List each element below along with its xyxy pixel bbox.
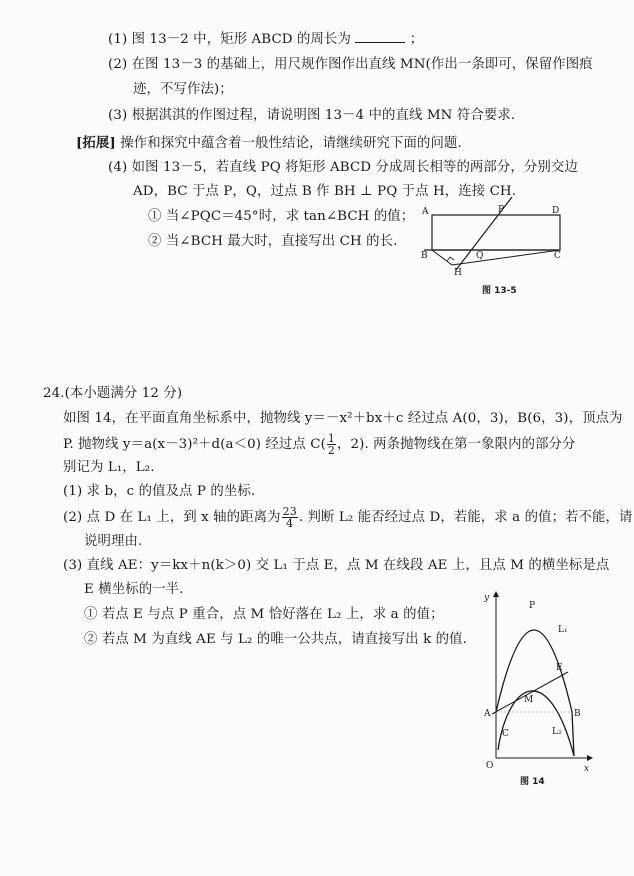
q23-part4-line1: (4) 如图 13－5，若直线 PQ 将矩形 ABCD 分成周长相等的两部分，分别交边 — [108, 160, 578, 175]
label-q: Q — [476, 251, 484, 261]
q24-sub1: ① 若点 E 与点 P 重合，点 M 恰好落在 L₂ 上，求 a 的值； — [84, 607, 444, 622]
q24-part2-line2: 说明理由. — [84, 534, 143, 549]
fraction-denominator: 2 — [327, 444, 336, 457]
extension-text: 操作和探究中蕴含着一般性结论，请继续研究下面的问题. — [120, 136, 462, 151]
q23-sub2: ② 当∠BCH 最大时，直接写出 CH 的长. — [148, 234, 398, 249]
fraction-numerator: 23 — [282, 505, 297, 518]
q23-extension — [76, 133, 462, 154]
extension-tag: [拓展] — [76, 135, 116, 151]
fraction-denominator: 4 — [286, 517, 294, 530]
label-b: B — [421, 251, 428, 261]
segment-bh — [432, 250, 452, 265]
q23-part4-line2: AD，BC 于点 P，Q，过点 B 作 BH ⊥ PQ 于点 H，连接 CH. — [133, 184, 517, 199]
q23-part1-text: (1) 图 13－2 中，矩形 ABCD 的周长为 — [108, 32, 351, 47]
parabola-l2 — [498, 691, 574, 756]
label-o: O — [486, 761, 494, 771]
q23-part2-line2: 迹，不写作法)； — [133, 82, 233, 97]
figure-14 — [478, 588, 598, 778]
fraction-one-half — [327, 433, 336, 456]
q24-intro-line1: 如图 14，在平面直角坐标系中，抛物线 y＝－x²＋bx＋c 经过点 A(0，3)，B(6，3)，顶点为 — [63, 411, 623, 426]
q24-header: 24.(本小题满分 12 分) — [43, 386, 183, 401]
q24-part3-line1: (3) 直线 AE：y＝kx＋n(k＞0) 交 L₁ 于点 E，点 M 在线段 AE 上，且点 M 的横坐标是点 — [63, 558, 610, 573]
q24-sub2: ② 若点 M 为直线 AE 与 L₂ 的唯一公共点，请直接写出 k 的值. — [84, 632, 467, 647]
fraction-23-4 — [282, 506, 298, 529]
q24-part3-line2: E 横坐标的一半. — [84, 582, 184, 597]
label-c: C — [502, 729, 509, 739]
segment-ch — [452, 250, 560, 265]
label-a: A — [484, 709, 491, 719]
q24-part2-a: (2) 点 D 在 L₁ 上，到 x 轴的距离为 — [63, 510, 281, 525]
label-c: C — [554, 251, 561, 261]
rectangle-abcd — [432, 215, 560, 250]
fraction-numerator: 1 — [327, 432, 336, 445]
q24-part2-b: . 判断 L₂ 能否经过点 D，若能，求 a 的值；若不能，请 — [298, 510, 633, 525]
q23-part1-end: ； — [409, 32, 424, 47]
q24-intro-line3: 别记为 L₁，L₂. — [63, 460, 155, 475]
label-x: x — [584, 764, 590, 774]
q24-part2-line1 — [63, 506, 633, 529]
q24-intro-line2 — [63, 433, 576, 456]
label-h: H — [454, 268, 462, 278]
label-e: E — [556, 663, 563, 673]
label-b: B — [574, 709, 581, 719]
label-p: P — [498, 205, 505, 215]
answer-blank — [355, 30, 405, 43]
label-l2: L₂ — [552, 727, 562, 737]
q24-part1: (1) 求 b，c 的值及点 P 的坐标. — [63, 484, 256, 499]
label-l1: L₁ — [558, 625, 568, 635]
label-a: A — [422, 207, 429, 217]
q23-sub1: ① 当∠PQC＝45°时，求 tan∠BCH 的值； — [148, 209, 415, 224]
label-p: P — [529, 601, 536, 611]
right-angle-mark — [447, 257, 454, 261]
q24-intro-line2-a: P. 抛物线 y＝a(x－3)²＋d(a＜0) 经过点 C( — [63, 437, 326, 452]
label-d: D — [552, 206, 560, 216]
figure-14-caption: 图 14 — [520, 777, 545, 787]
label-y: y — [484, 593, 490, 603]
q23-part2-line1: (2) 在图 13－3 的基础上，用尺规作图作出直线 MN(作出一条即可，保留作图痕 — [108, 57, 593, 72]
figure-13-5-caption: 图 13-5 — [482, 286, 517, 296]
q23-part3: (3) 根据淇淇的作图过程，请说明图 13－4 中的直线 MN 符合要求. — [108, 108, 516, 123]
q23-part1 — [108, 30, 423, 50]
line-ae — [492, 672, 568, 714]
label-m: M — [524, 695, 534, 705]
q24-intro-line2-b: ，2). 两条抛物线在第一象限内的部分分 — [337, 437, 576, 452]
